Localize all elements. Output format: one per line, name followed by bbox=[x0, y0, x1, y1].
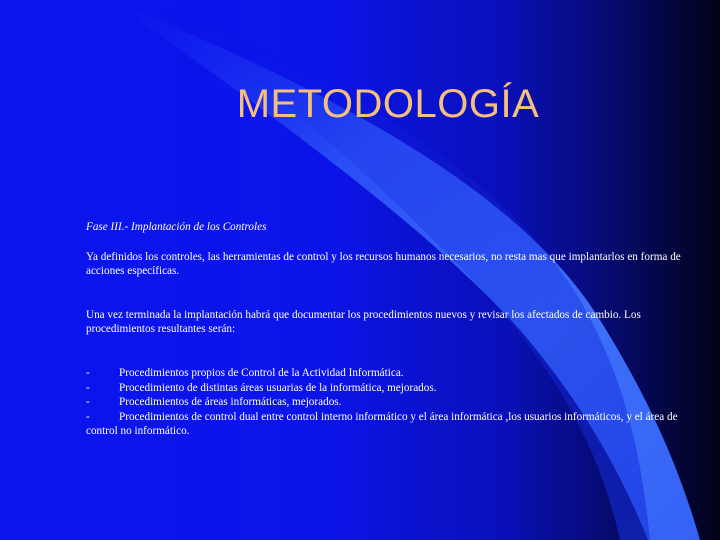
list-item bbox=[86, 395, 690, 410]
list-item bbox=[86, 381, 690, 396]
list-item-text: Procedimientos propios de Control de la Actividad Informática. bbox=[119, 366, 404, 379]
slide-title: METODOLOGÍA bbox=[236, 82, 540, 126]
paragraph-2: Una vez terminada la implantación habrá que documentar los procedimientos nuevos y revisar los afectados de cambio. Los procedimientos resultantes serán: bbox=[86, 308, 641, 336]
slide-body bbox=[86, 220, 690, 439]
list-bullet: - bbox=[86, 381, 90, 394]
list-item bbox=[86, 410, 690, 439]
list-bullet: - bbox=[86, 410, 90, 423]
list-item-text: Procedimiento de distintas áreas usuarias de la informática, mejorados. bbox=[119, 381, 437, 394]
list-item-text: Procedimientos de áreas informáticas, mejorados. bbox=[119, 396, 342, 409]
paragraph-1: Ya definidos los controles, las herramientas de control y los recursos humanos necesarios, no resta mas que implantarlos en forma de acciones específicas. bbox=[86, 250, 681, 278]
procedures-list bbox=[86, 366, 690, 439]
list-bullet: - bbox=[86, 396, 90, 409]
list-item-text: Procedimientos de control dual entre control interno informático y el área informática ,los usuarios informáticos, y el área de control no informático. bbox=[86, 410, 678, 438]
list-bullet: - bbox=[86, 366, 90, 379]
phase-heading: Fase III.- Implantación de los Controles bbox=[86, 221, 267, 233]
list-item bbox=[86, 366, 690, 381]
